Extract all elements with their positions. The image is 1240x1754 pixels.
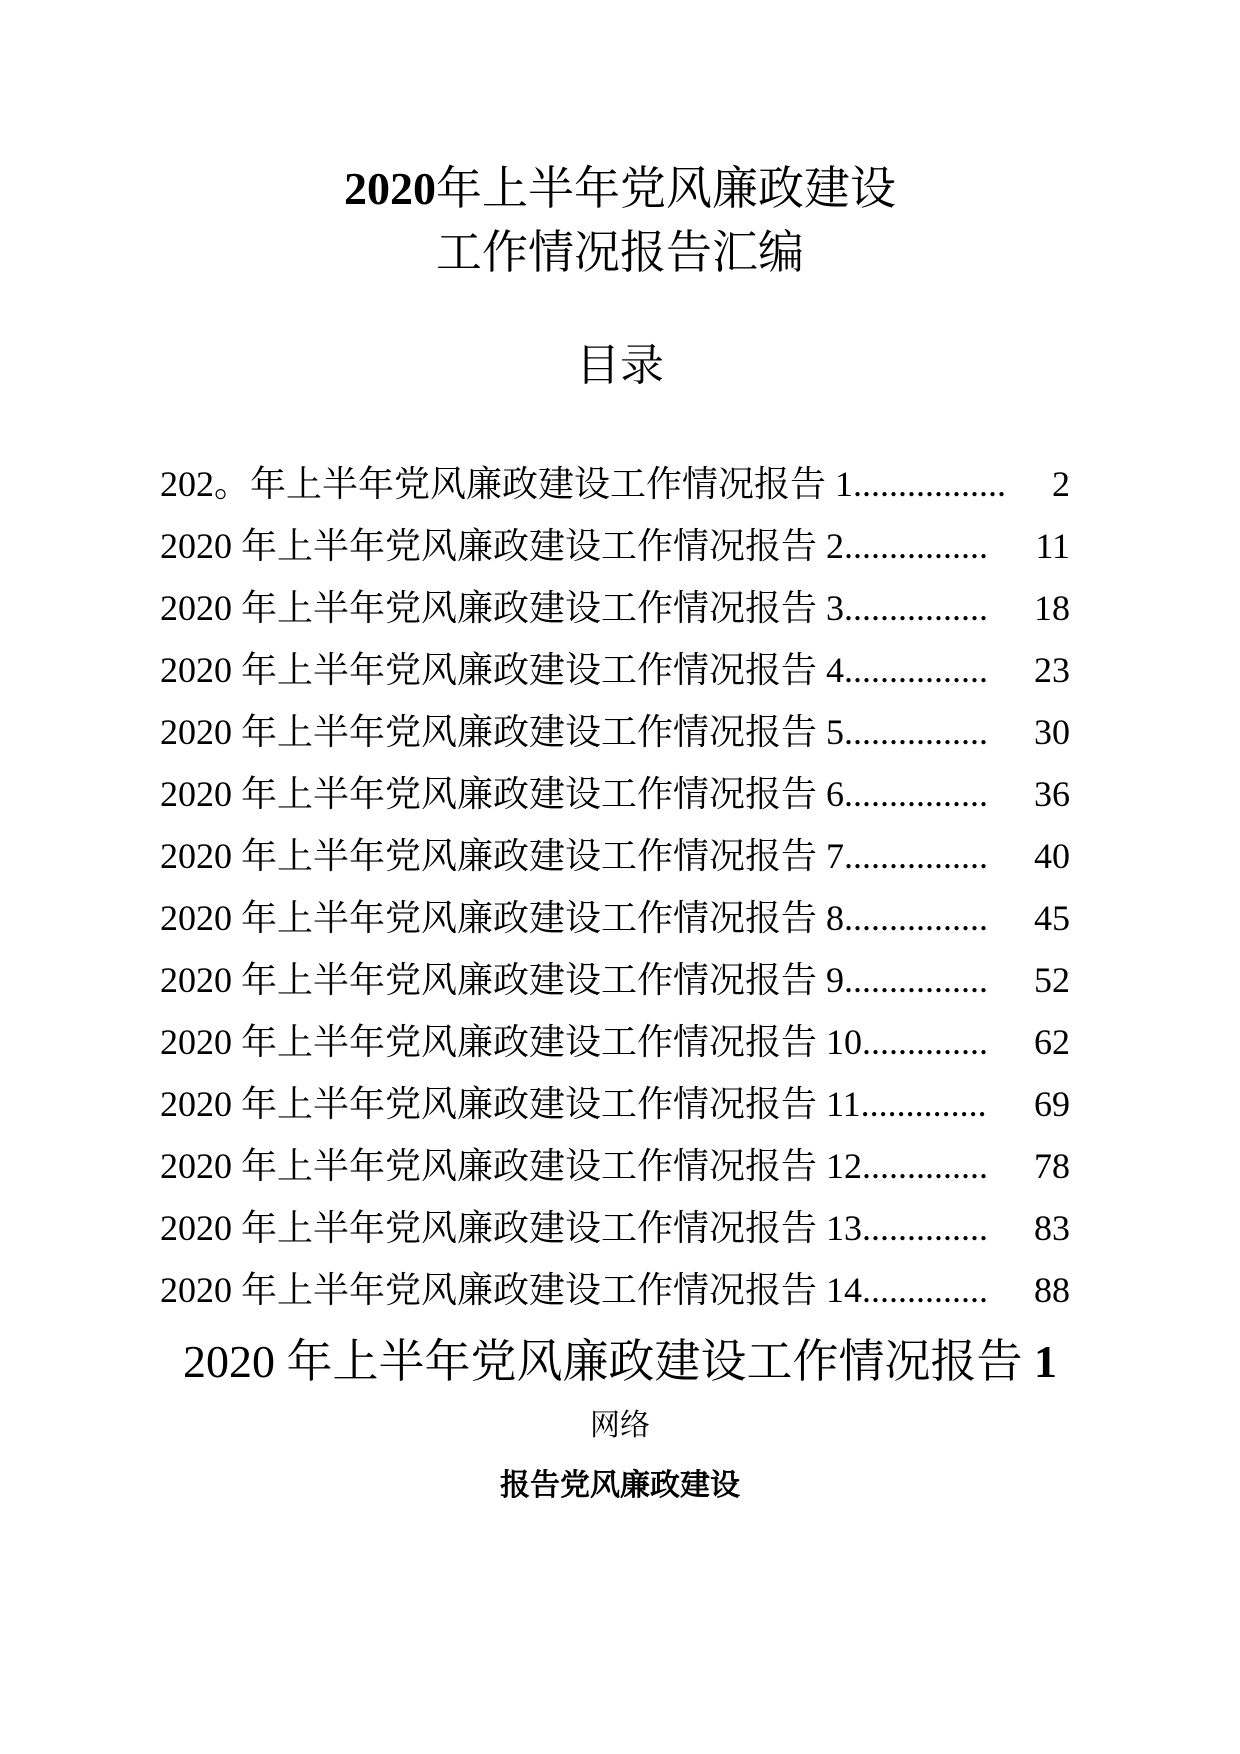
toc-entry-title: 202。年上半年党风廉政建设工作情况报告 1 [160, 464, 854, 504]
toc-entry-leader-dots: .............. [862, 1146, 989, 1186]
toc-entry-page-number: 88 [1034, 1270, 1070, 1310]
table-of-contents [160, 462, 1070, 1330]
title-line-1-text: 年上半年党风廉政建设 [436, 163, 896, 214]
toc-entry-leader-dots: ................ [844, 712, 989, 752]
toc-entry[interactable] [160, 1268, 1070, 1330]
section-heading-number: 1 [1034, 1336, 1057, 1387]
toc-entry-leader-dots: .............. [862, 1208, 989, 1248]
toc-entry-leader-dots: ................ [844, 588, 989, 628]
toc-entry-title: 2020 年上半年党风廉政建设工作情况报告 13 [160, 1208, 863, 1248]
toc-entry-page-number: 78 [1034, 1146, 1070, 1186]
toc-entry-title: 2020 年上半年党风廉政建设工作情况报告 4 [160, 650, 845, 690]
toc-entry[interactable] [160, 896, 1070, 958]
toc-entry-title: 2020 年上半年党风廉政建设工作情况报告 2 [160, 526, 845, 566]
toc-entry-title: 2020 年上半年党风廉政建设工作情况报告 6 [160, 774, 845, 814]
toc-entry-title: 2020 年上半年党风廉政建设工作情况报告 9 [160, 960, 845, 1000]
toc-entry[interactable] [160, 958, 1070, 1020]
toc-entry[interactable] [160, 710, 1070, 772]
toc-entry-page-number: 23 [1034, 650, 1070, 690]
toc-entry-title: 2020 年上半年党风廉政建设工作情况报告 5 [160, 712, 845, 752]
toc-entry-page-number: 52 [1034, 960, 1070, 1000]
toc-entry-title: 2020 年上半年党风廉政建设工作情况报告 12 [160, 1146, 863, 1186]
toc-heading: 目录 [576, 341, 664, 390]
toc-entry-page-number: 69 [1034, 1084, 1070, 1124]
toc-entry[interactable] [160, 648, 1070, 710]
toc-entry-leader-dots: .............. [862, 1022, 989, 1062]
toc-entry-page-number: 83 [1034, 1208, 1070, 1248]
toc-entry-page-number: 62 [1034, 1022, 1070, 1062]
toc-entry[interactable] [160, 1020, 1070, 1082]
toc-entry[interactable] [160, 772, 1070, 834]
toc-entry-page-number: 40 [1034, 836, 1070, 876]
document-title-line-2: 工作情况报告汇编 [436, 227, 804, 278]
toc-entry-leader-dots: .............. [860, 1084, 987, 1124]
toc-entry-title: 2020 年上半年党风廉政建设工作情况报告 14 [160, 1270, 863, 1310]
toc-entry-leader-dots: ................ [844, 650, 989, 690]
toc-entry-leader-dots: ................ [844, 836, 989, 876]
toc-entry-leader-dots: ................. [853, 464, 1007, 504]
toc-entry[interactable] [160, 586, 1070, 648]
toc-entry-title: 2020 年上半年党风廉政建设工作情况报告 7 [160, 836, 845, 876]
toc-entry-page-number: 45 [1034, 898, 1070, 938]
title-year: 2020 [344, 163, 436, 214]
toc-entry[interactable] [160, 1206, 1070, 1268]
toc-entry[interactable] [160, 1144, 1070, 1206]
toc-entry[interactable] [160, 524, 1070, 586]
toc-entry-page-number: 18 [1034, 588, 1070, 628]
toc-entry-title: 2020 年上半年党风廉政建设工作情况报告 3 [160, 588, 845, 628]
toc-entry-page-number: 30 [1034, 712, 1070, 752]
toc-entry-leader-dots: .............. [862, 1270, 989, 1310]
toc-entry-page-number: 11 [1035, 526, 1070, 566]
toc-entry[interactable] [160, 462, 1070, 524]
toc-entry-page-number: 36 [1034, 774, 1070, 814]
toc-entry-leader-dots: ................ [844, 960, 989, 1000]
document-title-line-1 [0, 162, 1240, 216]
toc-entry[interactable] [160, 834, 1070, 896]
section-heading [0, 1334, 1240, 1390]
section-tags: 报告党风廉政建设 [500, 1469, 740, 1502]
toc-entry-title: 2020 年上半年党风廉政建设工作情况报告 8 [160, 898, 845, 938]
toc-entry-page-number: 2 [1052, 464, 1070, 504]
toc-entry-title: 2020 年上半年党风廉政建设工作情况报告 10 [160, 1022, 863, 1062]
toc-entry-leader-dots: ................ [844, 774, 989, 814]
toc-entry-title: 2020 年上半年党风廉政建设工作情况报告 11 [160, 1084, 861, 1124]
toc-entry-leader-dots: ................ [844, 526, 989, 566]
toc-entry[interactable] [160, 1082, 1070, 1144]
section-source: 网络 [590, 1409, 650, 1442]
section-heading-text: 2020 年上半年党风廉政建设工作情况报告 [183, 1336, 1034, 1387]
toc-entry-leader-dots: ................ [844, 898, 989, 938]
